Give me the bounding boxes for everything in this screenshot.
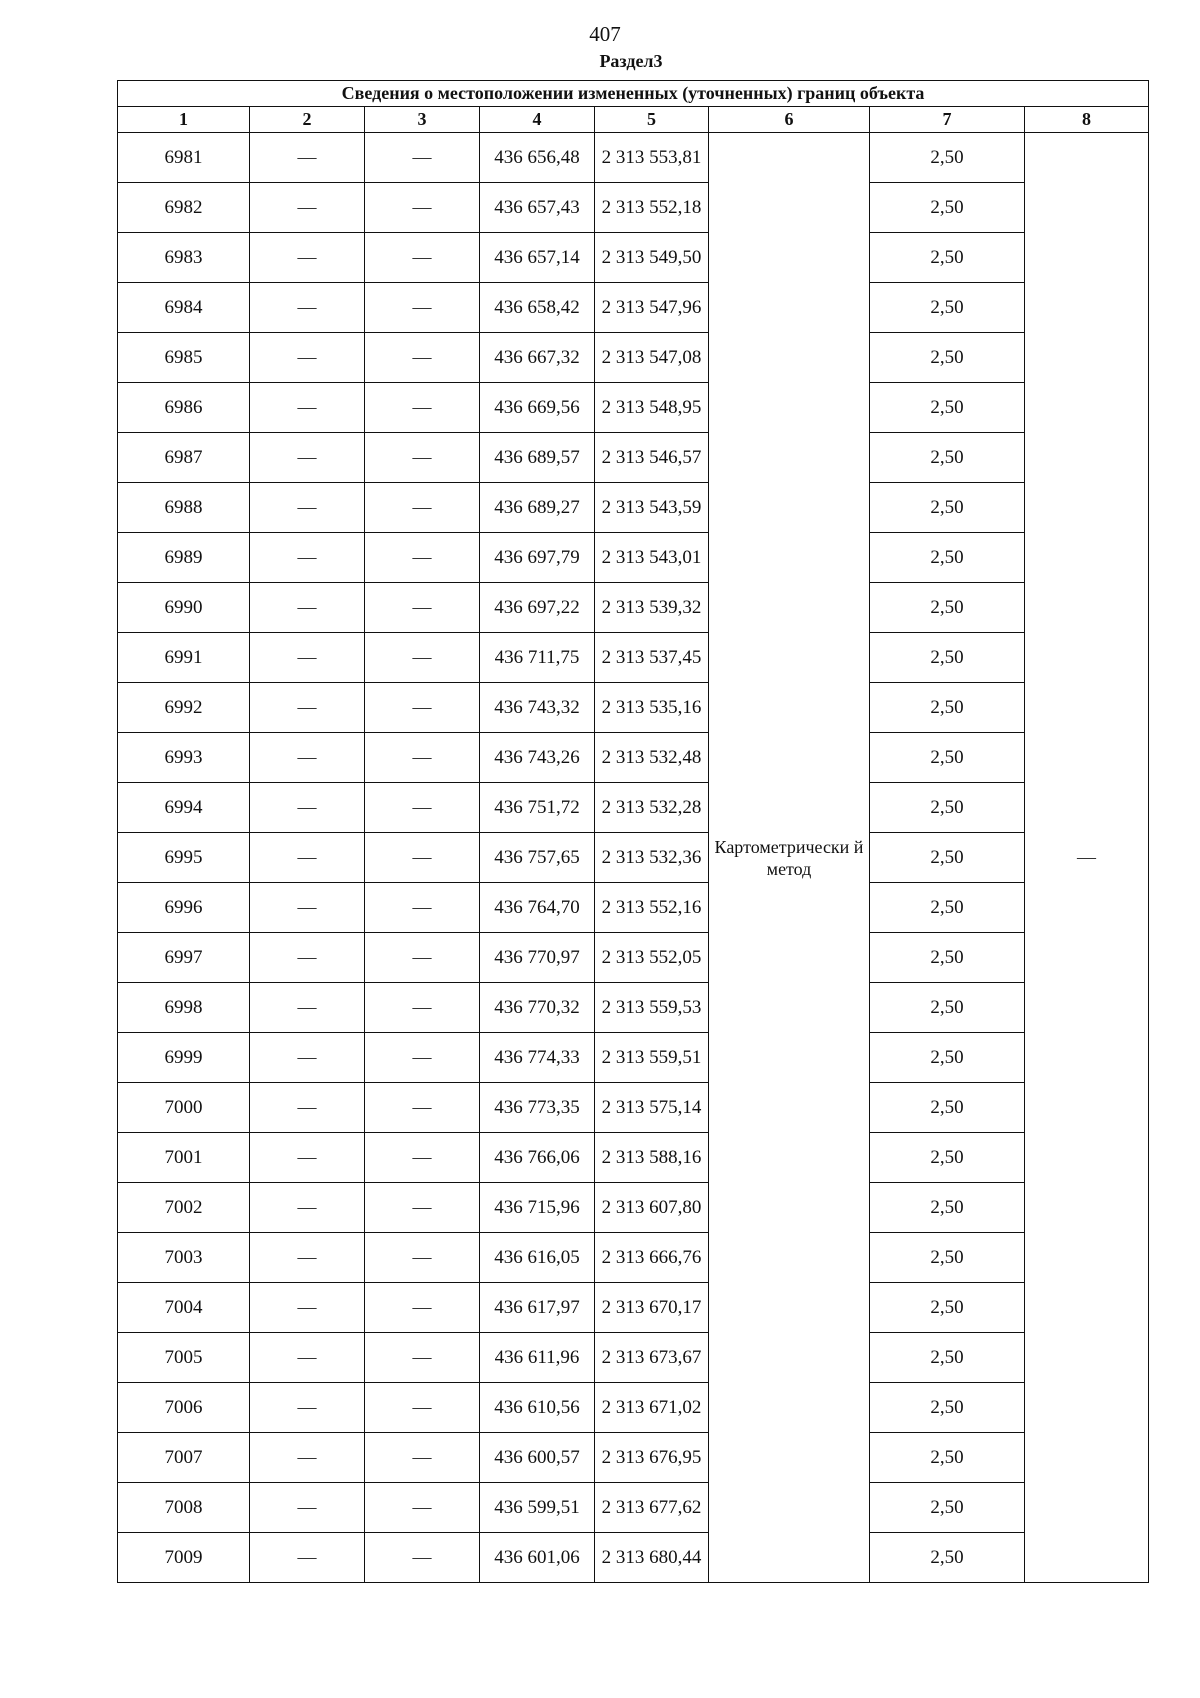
x-coordinate-cell: 436 697,22 <box>480 583 595 633</box>
y-coordinate-cell: 2 313 552,18 <box>595 183 709 233</box>
column3-cell: — <box>365 1433 480 1483</box>
x-coordinate-cell: 436 751,72 <box>480 783 595 833</box>
table-caption: Сведения о местоположении измененных (уточненных) границ объекта <box>118 81 1149 107</box>
accuracy-cell: 2,50 <box>870 883 1025 933</box>
accuracy-cell: 2,50 <box>870 1333 1025 1383</box>
y-coordinate-cell: 2 313 543,59 <box>595 483 709 533</box>
table-row <box>118 283 1149 333</box>
x-coordinate-cell: 436 600,57 <box>480 1433 595 1483</box>
column3-cell: — <box>365 383 480 433</box>
accuracy-cell: 2,50 <box>870 383 1025 433</box>
y-coordinate-cell: 2 313 552,05 <box>595 933 709 983</box>
column2-cell: — <box>250 283 365 333</box>
column2-cell: — <box>250 433 365 483</box>
column-number: 1 <box>118 107 250 133</box>
table-row <box>118 533 1149 583</box>
x-coordinate-cell: 436 599,51 <box>480 1483 595 1533</box>
accuracy-cell: 2,50 <box>870 233 1025 283</box>
column3-cell: — <box>365 833 480 883</box>
coordinates-table <box>117 80 1149 1583</box>
column3-cell: — <box>365 1283 480 1333</box>
column3-cell: — <box>365 233 480 283</box>
y-coordinate-cell: 2 313 547,96 <box>595 283 709 333</box>
point-number-cell: 6997 <box>118 933 250 983</box>
table-row <box>118 433 1149 483</box>
x-coordinate-cell: 436 667,32 <box>480 333 595 383</box>
column2-cell: — <box>250 233 365 283</box>
table-row <box>118 1483 1149 1533</box>
column3-cell: — <box>365 1483 480 1533</box>
point-number-cell: 6991 <box>118 633 250 683</box>
table-row <box>118 133 1149 183</box>
table-row <box>118 233 1149 283</box>
point-number-cell: 7006 <box>118 1383 250 1433</box>
column3-cell: — <box>365 1133 480 1183</box>
accuracy-cell: 2,50 <box>870 633 1025 683</box>
column2-cell: — <box>250 1183 365 1233</box>
point-number-cell: 6983 <box>118 233 250 283</box>
table-row <box>118 1533 1149 1583</box>
point-number-cell: 7007 <box>118 1433 250 1483</box>
accuracy-cell: 2,50 <box>870 733 1025 783</box>
column2-cell: — <box>250 783 365 833</box>
y-coordinate-cell: 2 313 549,50 <box>595 233 709 283</box>
table-row <box>118 833 1149 883</box>
column3-cell: — <box>365 983 480 1033</box>
column2-cell: — <box>250 1283 365 1333</box>
point-number-cell: 6999 <box>118 1033 250 1083</box>
x-coordinate-cell: 436 601,06 <box>480 1533 595 1583</box>
accuracy-cell: 2,50 <box>870 1433 1025 1483</box>
y-coordinate-cell: 2 313 547,08 <box>595 333 709 383</box>
accuracy-cell: 2,50 <box>870 283 1025 333</box>
y-coordinate-cell: 2 313 680,44 <box>595 1533 709 1583</box>
accuracy-cell: 2,50 <box>870 1483 1025 1533</box>
x-coordinate-cell: 436 715,96 <box>480 1183 595 1233</box>
accuracy-cell: 2,50 <box>870 183 1025 233</box>
column3-cell: — <box>365 883 480 933</box>
accuracy-cell: 2,50 <box>870 1283 1025 1333</box>
column2-cell: — <box>250 1133 365 1183</box>
x-coordinate-cell: 436 757,65 <box>480 833 595 883</box>
column3-cell: — <box>365 733 480 783</box>
x-coordinate-cell: 436 764,70 <box>480 883 595 933</box>
accuracy-cell: 2,50 <box>870 1033 1025 1083</box>
accuracy-cell: 2,50 <box>870 133 1025 183</box>
x-coordinate-cell: 436 689,57 <box>480 433 595 483</box>
column8-cell: — <box>1025 133 1149 1583</box>
section-title: Раздел3 <box>599 51 663 71</box>
x-coordinate-cell: 436 658,42 <box>480 283 595 333</box>
point-number-cell: 6982 <box>118 183 250 233</box>
y-coordinate-cell: 2 313 552,16 <box>595 883 709 933</box>
accuracy-cell: 2,50 <box>870 333 1025 383</box>
column2-cell: — <box>250 133 365 183</box>
column3-cell: — <box>365 683 480 733</box>
point-number-cell: 6988 <box>118 483 250 533</box>
table-row <box>118 1183 1149 1233</box>
column3-cell: — <box>365 1183 480 1233</box>
x-coordinate-cell: 436 610,56 <box>480 1383 595 1433</box>
y-coordinate-cell: 2 313 670,17 <box>595 1283 709 1333</box>
y-coordinate-cell: 2 313 666,76 <box>595 1233 709 1283</box>
point-number-cell: 7005 <box>118 1333 250 1383</box>
table-row <box>118 683 1149 733</box>
table-row <box>118 483 1149 533</box>
point-number-cell: 6989 <box>118 533 250 583</box>
table-row <box>118 1033 1149 1083</box>
x-coordinate-cell: 436 657,43 <box>480 183 595 233</box>
table-row <box>118 1433 1149 1483</box>
column-number: 5 <box>595 107 709 133</box>
column-number: 7 <box>870 107 1025 133</box>
y-coordinate-cell: 2 313 532,36 <box>595 833 709 883</box>
x-coordinate-cell: 436 743,32 <box>480 683 595 733</box>
column-number: 4 <box>480 107 595 133</box>
accuracy-cell: 2,50 <box>870 1083 1025 1133</box>
table-row <box>118 183 1149 233</box>
x-coordinate-cell: 436 697,79 <box>480 533 595 583</box>
column2-cell: — <box>250 883 365 933</box>
point-number-cell: 7000 <box>118 1083 250 1133</box>
point-number-cell: 6985 <box>118 333 250 383</box>
column2-cell: — <box>250 683 365 733</box>
point-number-cell: 6987 <box>118 433 250 483</box>
x-coordinate-cell: 436 770,32 <box>480 983 595 1033</box>
y-coordinate-cell: 2 313 607,80 <box>595 1183 709 1233</box>
column2-cell: — <box>250 583 365 633</box>
table-row <box>118 783 1149 833</box>
column2-cell: — <box>250 633 365 683</box>
column2-cell: — <box>250 1483 365 1533</box>
y-coordinate-cell: 2 313 532,28 <box>595 783 709 833</box>
column3-cell: — <box>365 433 480 483</box>
y-coordinate-cell: 2 313 673,67 <box>595 1333 709 1383</box>
x-coordinate-cell: 436 656,48 <box>480 133 595 183</box>
point-number-cell: 6998 <box>118 983 250 1033</box>
column2-cell: — <box>250 1383 365 1433</box>
x-coordinate-cell: 436 689,27 <box>480 483 595 533</box>
point-number-cell: 6995 <box>118 833 250 883</box>
column2-cell: — <box>250 533 365 583</box>
accuracy-cell: 2,50 <box>870 1183 1025 1233</box>
column2-cell: — <box>250 1433 365 1483</box>
point-number-cell: 6986 <box>118 383 250 433</box>
x-coordinate-cell: 436 766,06 <box>480 1133 595 1183</box>
point-number-cell: 7002 <box>118 1183 250 1233</box>
y-coordinate-cell: 2 313 537,45 <box>595 633 709 683</box>
x-coordinate-cell: 436 770,97 <box>480 933 595 983</box>
accuracy-cell: 2,50 <box>870 783 1025 833</box>
column3-cell: — <box>365 583 480 633</box>
x-coordinate-cell: 436 617,97 <box>480 1283 595 1333</box>
table-body <box>118 133 1149 1583</box>
point-number-cell: 6984 <box>118 283 250 333</box>
y-coordinate-cell: 2 313 548,95 <box>595 383 709 433</box>
column3-cell: — <box>365 283 480 333</box>
page-number: 407 <box>589 22 621 46</box>
accuracy-cell: 2,50 <box>870 483 1025 533</box>
column3-cell: — <box>365 1033 480 1083</box>
x-coordinate-cell: 436 743,26 <box>480 733 595 783</box>
column2-cell: — <box>250 333 365 383</box>
y-coordinate-cell: 2 313 535,16 <box>595 683 709 733</box>
accuracy-cell: 2,50 <box>870 833 1025 883</box>
accuracy-cell: 2,50 <box>870 1383 1025 1433</box>
column2-cell: — <box>250 483 365 533</box>
column-number: 8 <box>1025 107 1149 133</box>
x-coordinate-cell: 436 616,05 <box>480 1233 595 1283</box>
table-row <box>118 1283 1149 1333</box>
x-coordinate-cell: 436 657,14 <box>480 233 595 283</box>
accuracy-cell: 2,50 <box>870 1233 1025 1283</box>
column2-cell: — <box>250 1083 365 1133</box>
column3-cell: — <box>365 333 480 383</box>
accuracy-cell: 2,50 <box>870 683 1025 733</box>
column2-cell: — <box>250 1533 365 1583</box>
accuracy-cell: 2,50 <box>870 1533 1025 1583</box>
y-coordinate-cell: 2 313 671,02 <box>595 1383 709 1433</box>
point-number-cell: 6994 <box>118 783 250 833</box>
column2-cell: — <box>250 933 365 983</box>
accuracy-cell: 2,50 <box>870 533 1025 583</box>
x-coordinate-cell: 436 711,75 <box>480 633 595 683</box>
point-number-cell: 6996 <box>118 883 250 933</box>
table-row <box>118 933 1149 983</box>
column3-cell: — <box>365 1533 480 1583</box>
table-row <box>118 1083 1149 1133</box>
point-number-cell: 7009 <box>118 1533 250 1583</box>
table-row <box>118 1333 1149 1383</box>
accuracy-cell: 2,50 <box>870 933 1025 983</box>
y-coordinate-cell: 2 313 676,95 <box>595 1433 709 1483</box>
column3-cell: — <box>365 133 480 183</box>
column2-cell: — <box>250 1033 365 1083</box>
y-coordinate-cell: 2 313 588,16 <box>595 1133 709 1183</box>
y-coordinate-cell: 2 313 559,53 <box>595 983 709 1033</box>
column-number: 2 <box>250 107 365 133</box>
table-row <box>118 1383 1149 1433</box>
y-coordinate-cell: 2 313 543,01 <box>595 533 709 583</box>
column3-cell: — <box>365 183 480 233</box>
y-coordinate-cell: 2 313 553,81 <box>595 133 709 183</box>
column2-cell: — <box>250 1333 365 1383</box>
point-number-cell: 7004 <box>118 1283 250 1333</box>
point-number-cell: 6990 <box>118 583 250 633</box>
point-number-cell: 6993 <box>118 733 250 783</box>
x-coordinate-cell: 436 669,56 <box>480 383 595 433</box>
accuracy-cell: 2,50 <box>870 583 1025 633</box>
column3-cell: — <box>365 933 480 983</box>
column3-cell: — <box>365 633 480 683</box>
accuracy-cell: 2,50 <box>870 1133 1025 1183</box>
column3-cell: — <box>365 1083 480 1133</box>
method-cell: Картометрически й метод <box>709 133 870 1583</box>
table-row <box>118 1133 1149 1183</box>
column3-cell: — <box>365 1233 480 1283</box>
table-row <box>118 733 1149 783</box>
accuracy-cell: 2,50 <box>870 433 1025 483</box>
table-row <box>118 1233 1149 1283</box>
column3-cell: — <box>365 783 480 833</box>
x-coordinate-cell: 436 774,33 <box>480 1033 595 1083</box>
column2-cell: — <box>250 1233 365 1283</box>
column-number: 3 <box>365 107 480 133</box>
point-number-cell: 6981 <box>118 133 250 183</box>
column3-cell: — <box>365 533 480 583</box>
y-coordinate-cell: 2 313 677,62 <box>595 1483 709 1533</box>
table-row <box>118 333 1149 383</box>
column2-cell: — <box>250 183 365 233</box>
point-number-cell: 7001 <box>118 1133 250 1183</box>
y-coordinate-cell: 2 313 546,57 <box>595 433 709 483</box>
column-number: 6 <box>709 107 870 133</box>
table-row <box>118 383 1149 433</box>
y-coordinate-cell: 2 313 532,48 <box>595 733 709 783</box>
point-number-cell: 7003 <box>118 1233 250 1283</box>
column3-cell: — <box>365 1333 480 1383</box>
column3-cell: — <box>365 483 480 533</box>
table-row <box>118 633 1149 683</box>
x-coordinate-cell: 436 773,35 <box>480 1083 595 1133</box>
y-coordinate-cell: 2 313 539,32 <box>595 583 709 633</box>
column2-cell: — <box>250 833 365 883</box>
point-number-cell: 7008 <box>118 1483 250 1533</box>
table-row <box>118 883 1149 933</box>
column2-cell: — <box>250 733 365 783</box>
table-row <box>118 983 1149 1033</box>
point-number-cell: 6992 <box>118 683 250 733</box>
x-coordinate-cell: 436 611,96 <box>480 1333 595 1383</box>
y-coordinate-cell: 2 313 575,14 <box>595 1083 709 1133</box>
accuracy-cell: 2,50 <box>870 983 1025 1033</box>
table-row <box>118 583 1149 633</box>
column2-cell: — <box>250 983 365 1033</box>
column3-cell: — <box>365 1383 480 1433</box>
column2-cell: — <box>250 383 365 433</box>
y-coordinate-cell: 2 313 559,51 <box>595 1033 709 1083</box>
